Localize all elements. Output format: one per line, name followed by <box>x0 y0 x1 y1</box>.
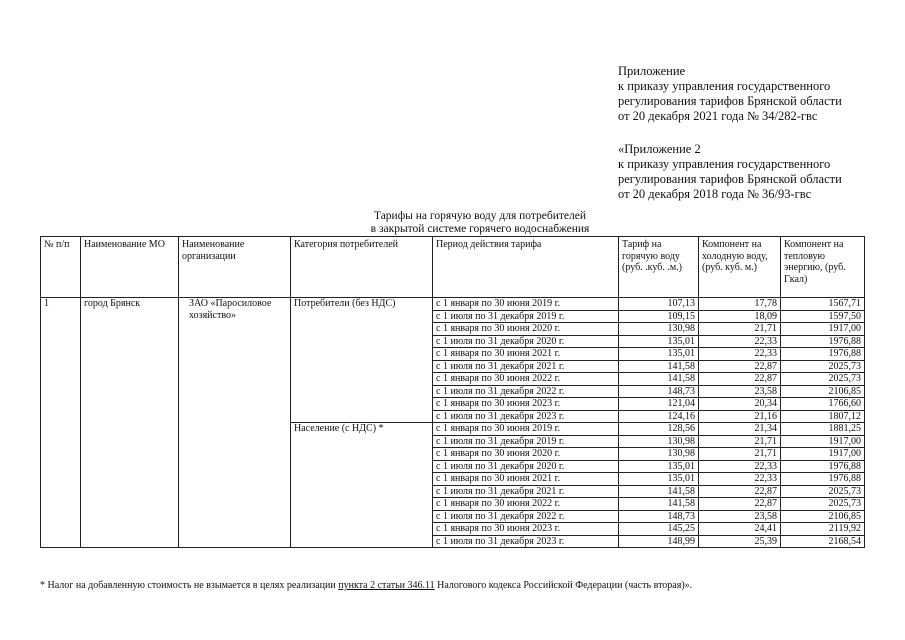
tariff-cell: 135,01 <box>619 460 699 473</box>
period-cell: с 1 января по 30 июня 2022 г. <box>433 373 619 386</box>
tariff-cell: 124,16 <box>619 410 699 423</box>
footnote <box>40 580 692 591</box>
tariff-cell: 141,58 <box>619 373 699 386</box>
cold-water-cell: 21,71 <box>699 323 781 336</box>
footnote-law-link[interactable]: пункта 2 статьи 346.11 <box>338 580 435 591</box>
appendix-line: «Приложение 2 <box>618 142 701 156</box>
col-header-period: Период действия тарифа <box>433 237 619 298</box>
appendix-line: от 20 декабря 2018 года № 36/93-гвс <box>618 187 812 201</box>
cold-water-cell: 21,71 <box>699 435 781 448</box>
appendix-line: от 20 декабря 2021 года № 34/282-гвс <box>618 109 818 123</box>
cold-water-cell: 17,78 <box>699 298 781 311</box>
tariff-cell: 141,58 <box>619 360 699 373</box>
period-cell: с 1 июля по 31 декабря 2021 г. <box>433 485 619 498</box>
heat-energy-cell: 1976,88 <box>781 348 865 361</box>
tariff-cell: 148,73 <box>619 385 699 398</box>
period-cell: с 1 января по 30 июня 2021 г. <box>433 348 619 361</box>
cold-water-cell: 22,87 <box>699 373 781 386</box>
heat-energy-cell: 1976,88 <box>781 460 865 473</box>
heat-energy-cell: 1597,50 <box>781 310 865 323</box>
cold-water-cell: 21,71 <box>699 448 781 461</box>
municipality-cell: город Брянск <box>81 298 179 548</box>
tariff-cell: 148,99 <box>619 535 699 548</box>
heat-energy-cell: 1917,00 <box>781 448 865 461</box>
period-cell: с 1 января по 30 июня 2022 г. <box>433 498 619 511</box>
tariff-table <box>40 236 865 548</box>
appendix-line: Приложение <box>618 64 686 78</box>
heat-energy-cell: 2025,73 <box>781 360 865 373</box>
period-cell: с 1 июля по 31 декабря 2020 г. <box>433 335 619 348</box>
period-cell: с 1 января по 30 июня 2019 г. <box>433 298 619 311</box>
cold-water-cell: 25,39 <box>699 535 781 548</box>
tariff-cell: 130,98 <box>619 323 699 336</box>
tariff-cell: 141,58 <box>619 498 699 511</box>
cold-water-cell: 22,33 <box>699 460 781 473</box>
organization-cell: ЗАО «Паросиловое хозяйство» <box>179 298 291 548</box>
tariff-cell: 121,04 <box>619 398 699 411</box>
tariff-cell: 130,98 <box>619 435 699 448</box>
table-header-row <box>41 237 865 298</box>
cold-water-cell: 22,87 <box>699 485 781 498</box>
footnote-text: * Налог на добавленную стоимость не взымается в целях реализации <box>40 580 339 591</box>
period-cell: с 1 июля по 31 декабря 2020 г. <box>433 460 619 473</box>
period-cell: с 1 июля по 31 декабря 2021 г. <box>433 360 619 373</box>
heat-energy-cell: 1766,60 <box>781 398 865 411</box>
tariff-cell: 135,01 <box>619 473 699 486</box>
heat-energy-cell: 1881,25 <box>781 423 865 436</box>
period-cell: с 1 июля по 31 декабря 2022 г. <box>433 510 619 523</box>
heat-energy-cell: 2168,54 <box>781 535 865 548</box>
period-cell: с 1 июля по 31 декабря 2023 г. <box>433 535 619 548</box>
heat-energy-cell: 1807,12 <box>781 410 865 423</box>
period-cell: с 1 июля по 31 декабря 2022 г. <box>433 385 619 398</box>
heat-energy-cell: 1567,71 <box>781 298 865 311</box>
heat-energy-cell: 2106,85 <box>781 510 865 523</box>
col-header-category: Категория потребителей <box>291 237 433 298</box>
tariff-cell: 130,98 <box>619 448 699 461</box>
period-cell: с 1 июля по 31 декабря 2019 г. <box>433 310 619 323</box>
table-title <box>300 210 660 236</box>
cold-water-cell: 20,34 <box>699 398 781 411</box>
col-header-heat: Компонент на тепловую энергию, (руб. Гкал) <box>781 237 865 298</box>
heat-energy-cell: 2025,73 <box>781 498 865 511</box>
cold-water-cell: 23,58 <box>699 510 781 523</box>
appendix-line: регулирования тарифов Брянской области <box>618 94 842 108</box>
heat-energy-cell: 1976,88 <box>781 335 865 348</box>
period-cell: с 1 января по 30 июня 2020 г. <box>433 323 619 336</box>
footnote-text-end: Налогового кодекса Российской Федерации (часть вторая)». <box>434 580 693 591</box>
cold-water-cell: 18,09 <box>699 310 781 323</box>
category-cell: Потребители (без НДС) <box>291 298 433 423</box>
heat-energy-cell: 2119,92 <box>781 523 865 536</box>
cold-water-cell: 22,87 <box>699 498 781 511</box>
appendix-header <box>618 64 842 124</box>
cold-water-cell: 24,41 <box>699 523 781 536</box>
heat-energy-cell: 2025,73 <box>781 485 865 498</box>
period-cell: с 1 июля по 31 декабря 2023 г. <box>433 410 619 423</box>
tariff-cell: 135,01 <box>619 348 699 361</box>
col-header-tariff: Тариф на горячую воду (руб. .куб. .м.) <box>619 237 699 298</box>
col-header-num: № п/п <box>41 237 81 298</box>
heat-energy-cell: 1917,00 <box>781 323 865 336</box>
tariff-cell: 145,25 <box>619 523 699 536</box>
col-header-cold: Компонент на холодную воду, (руб. куб. м.) <box>699 237 781 298</box>
period-cell: с 1 июля по 31 декабря 2019 г. <box>433 435 619 448</box>
appendix-line: к приказу управления государственного <box>618 79 831 93</box>
appendix2-header <box>618 142 842 202</box>
title-line: Тарифы на горячую воду для потребителей <box>373 210 587 222</box>
appendix-line: регулирования тарифов Брянской области <box>618 172 842 186</box>
heat-energy-cell: 1917,00 <box>781 435 865 448</box>
col-header-mo: Наименование МО <box>81 237 179 298</box>
col-header-org: Наименование организации <box>179 237 291 298</box>
heat-energy-cell: 2106,85 <box>781 385 865 398</box>
cold-water-cell: 21,34 <box>699 423 781 436</box>
tariff-cell: 135,01 <box>619 335 699 348</box>
period-cell: с 1 января по 30 июня 2019 г. <box>433 423 619 436</box>
cold-water-cell: 23,58 <box>699 385 781 398</box>
cold-water-cell: 22,33 <box>699 348 781 361</box>
tariff-cell: 107,13 <box>619 298 699 311</box>
tariff-cell: 128,56 <box>619 423 699 436</box>
heat-energy-cell: 2025,73 <box>781 373 865 386</box>
row-number-cell: 1 <box>41 298 81 548</box>
period-cell: с 1 января по 30 июня 2020 г. <box>433 448 619 461</box>
cold-water-cell: 21,16 <box>699 410 781 423</box>
period-cell: с 1 января по 30 июня 2021 г. <box>433 473 619 486</box>
tariff-cell: 109,15 <box>619 310 699 323</box>
cold-water-cell: 22,33 <box>699 473 781 486</box>
table-row <box>41 298 865 311</box>
title-line: в закрытой системе горячего водоснабжения <box>370 223 590 235</box>
category-cell: Население (с НДС) * <box>291 423 433 548</box>
period-cell: с 1 января по 30 июня 2023 г. <box>433 523 619 536</box>
tariff-cell: 141,58 <box>619 485 699 498</box>
period-cell: с 1 января по 30 июня 2023 г. <box>433 398 619 411</box>
cold-water-cell: 22,33 <box>699 335 781 348</box>
appendix-line: к приказу управления государственного <box>618 157 831 171</box>
tariff-cell: 148,73 <box>619 510 699 523</box>
heat-energy-cell: 1976,88 <box>781 473 865 486</box>
cold-water-cell: 22,87 <box>699 360 781 373</box>
